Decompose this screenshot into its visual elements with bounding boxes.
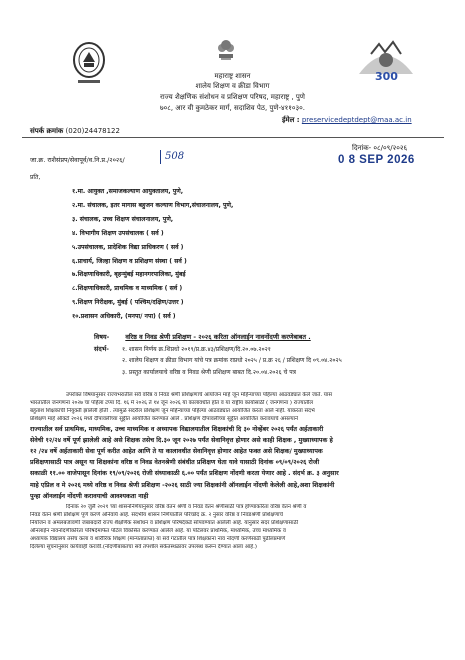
list-item: ७.शिक्षणाधिकारी, बृहन्मुंबई महानगरपालिका, मुंबई: [72, 271, 186, 279]
recipient-list: [72, 185, 233, 324]
state-emblem: [214, 36, 238, 64]
body-line: राज्यातील सर्व प्राथमिक, माध्यमिक, उच्च माध्यमिक व अध्यापक विद्यालयातील शिक्षकांची दि ३० नोव्हेंबर २०२६ पर्यंत अर्हताकारी: [30, 425, 324, 433]
email-label: ईमेल :: [282, 116, 300, 124]
list-item: १.मा. आयुक्त ,समाजकल्याण आयुक्तालय, पुणे,: [72, 188, 184, 195]
body-line: पुन्हा ऑनलाईन नोंदणी करावयाची आवश्यकता नाही: [30, 492, 149, 500]
list-item: १०.प्रशासन अधिकारी, (मनपा/ नपा) ( सर्व ): [72, 313, 176, 321]
department-name: शालेय शिक्षण व क्रीडा विभाग: [195, 82, 270, 90]
body-line: बहुतांश शिक्षकांची नियुक्ती झालेली होती . त्यामुळे सदरील प्रशिक्षण जून महिन्याच्या पहिल्या आठवड्यात आयोजित करता आले नाही. याकरता संदर्भ: [30, 407, 315, 414]
logo-number: 300: [375, 70, 398, 83]
body-line: सकाळी ११.०० वाजेपासून दिनांक १९/०९/२०२६ रोजी संध्याकाळी ६.०० पर्यंत प्रशिक्षण नोंदणी करता येणार आहे . संदर्भ क्र. ३ अनुसार: [30, 470, 339, 478]
body-line: प्रशिक्षण माहे ऑक्टो २०२६ मध्ये दीपावलीच्या सुट्टीत आयोजित करण्यात आले . प्रशिक्षण दीपावलीच्या सुट्टीत आयोजित करावयाचे असल्याने: [30, 415, 298, 422]
list-item: २.मा. संचालक, इतर मागास बहुजन कल्याण विभाग,संचालनालय, पुणे,: [72, 201, 234, 209]
reference-label: संदर्भ-: [94, 345, 109, 353]
list-item: ५.उपसंचालक, प्रादेशिक विद्या प्राधिकरण ( सर्व ): [72, 243, 184, 251]
body-line: भारतातील जनगणना २०२७ चा पहिला टप्पा दि. १६ मे २०२६ ते १४ जून २०२६ या कालावधीत होत व या राष्ट्रीय कार्यासाठी ( जनगणना ) राज्यातील: [30, 399, 314, 406]
body-line: दिलेल्या सूचनांनुसार कार्यवाही करावी.(नोंदणीबाबतचा सर्व तपशील सकेतस्थळावर उपलब्ध करून देण्यात आला आहे.): [30, 543, 257, 550]
list-item: ८.शिक्षणाधिकारी, प्राथमिक व माध्यमिक ( सर्व ): [72, 285, 183, 293]
list-item: १. शासन निर्णय क्र.शिप्रधो २०१९/प्र.क्र.४३/प्रशिक्षण/दि.२०.०७.२०२१: [122, 346, 271, 353]
body-line: दिनांक २० जुलै २०२१ च्या शासननिर्णयानुसार वरिष्ठ वेतन श्रेणी व निवड वेतन श्रेणीसाठी पात्र होण्याकरिता वरिष्ठ वेतन श्रेणी व: [66, 504, 307, 511]
council-address: ७०८, आर वी कुमठेकर मार्ग, सदाशिव पेठ, पुणे-४११०३०.: [159, 104, 306, 112]
body-line: १२ /२४ वर्षे अर्हताकारी सेवा पूर्ण करीत आहेत आणि ते या कालावधीत सेवानिवृत्त होणार आहेत फक्त असे शिक्षक/ मुख्याध्यापक: [30, 448, 323, 456]
letter-body: [30, 392, 442, 551]
govt-name: महाराष्ट्र शासन: [214, 72, 251, 80]
handwritten-number: 508: [165, 151, 185, 162]
date-stamp: 0 8 SEP 2026: [338, 154, 415, 166]
body-line: नियोजन व अंमलबजावणी जबाबदारी राज्य शैक्षणिक संशोधन व प्रशिक्षण परिषदेकडे सोपवण्यात आलेली आहे. यानुसार सदर प्रशिक्षणासाठी: [30, 519, 299, 526]
list-item: ६.प्राचार्य, जिल्हा शिक्षण व प्रशिक्षण संस्था ( सर्व ): [72, 257, 187, 265]
body-line: प्रशिक्षणासाठी पात्र असून या शिक्षकांना वरिष्ठ व निवड वेतनश्रेणी संबंधीत प्रशिक्षण घेता यावे यासाठी दिनांक ०९/०९/२०२६ रोजी: [30, 459, 320, 467]
email-line: [282, 116, 412, 125]
date-line: दिनांक- ०८/०९/२०२६: [352, 144, 408, 152]
body-line: माहे एप्रिल व मे २०२६ मध्ये वरिष्ठ व निवड श्रेणी प्रशिक्षण -२०२६ साठी ज्या शिक्षकांनी ऑनलाईन नोंदणी केलेली आहे,अशा शिक्षकांनी: [30, 481, 335, 489]
list-item: ३. संचालक, उच्च शिक्षण संचालनालय, पुणे,: [72, 215, 174, 223]
reference-list: [122, 344, 342, 378]
list-item: ४. विभागीय शिक्षण उपसंचालक ( सर्व ): [72, 229, 164, 237]
reference-number: जा.क्र. राशैसंप्रप/सेवापूर्व/व.नि.प्र./२०२६/: [30, 156, 125, 164]
phone-number: (020)24478122: [65, 127, 120, 135]
list-item: ३. प्रस्तुत कार्यालयाचे वरिष्ठ व निवड श्रेणी प्रशिक्षण बाबत दि.२०.०४.२०२६ चे पत्र: [122, 368, 296, 376]
body-line: अध्यापक विद्यालय तसेच कला व शारीरिक शिक्षण (मान्यताप्राप्त) या सर्व गटातील पात्र शिक्षकांना नाव नोंदणी करणेसाठी पुढीलप्रमाणे: [30, 535, 286, 542]
body-line: ऑनलाईन नावनोंदणीकरिता परिषदेमार्फत पोर्टल विकसित करण्यात आलेले आहे. या पोर्टलवर प्राथमिक, माध्यमिक, उच्च माध्यमिक व: [30, 527, 286, 534]
body-line: सेवेची १२/२४ वर्षे पूर्ण झालेली आहे असे शिक्षक तसेच दि.३० जून २०२७ पर्यंत सेवानिवृत्त होणार असे काही शिक्षक , मुख्याध्यापक हे: [30, 436, 333, 444]
subject-line: [94, 332, 311, 341]
phone-line: [30, 127, 120, 136]
phone-label: संपर्क क्रमांक: [30, 127, 64, 135]
list-item: ९.शिक्षण निरीक्षक, मुंबई ( पश्चिम/दक्षिण/उत्तर ): [72, 299, 184, 307]
header-divider: [22, 137, 444, 138]
prati-label: प्रति,: [30, 174, 41, 181]
list-item: २. शालेय शिक्षण व क्रीडा विभाग यांचे पत्र क्रमांक राप्रधो २०२५ / प्र.क्र २६ / प्रशिक्षण दि ०९.०४.२०२५: [122, 357, 342, 365]
subject-text: वरिष्ठ व निवड श्रेणी प्रशिक्षण - २०२६ करिता ऑनलाईन नावनोंदणी करणेबाबत .: [125, 333, 311, 341]
body-line: उपरोक्त विषयानुसार राज्यभरातील सर्व वरिष्ठ व निवड श्रेणी प्रशिक्षणाचे आयोजन माहे जून महिन्याच्या पहिल्या आठवड्यात केले जाते. यास: [66, 392, 332, 398]
email-link[interactable]: preservicedeptdept@maa.ac.in: [301, 116, 412, 124]
council-name: राज्य शैक्षणिक संशोधन व प्रशिक्षण परिषद, महाराष्ट्र , पुणे: [160, 93, 305, 101]
subject-label: विषय-: [94, 333, 110, 341]
body-line: निवड वेतन श्रेणी प्रशिक्षण पूर्ण करणे अनिवार्य आहे. संदर्भीय शासन निर्णयातील परिच्छेद क्र. २ नुसार वरिष्ठ व निवडश्रेणी प्रशिक्षणाचे: [30, 511, 283, 518]
